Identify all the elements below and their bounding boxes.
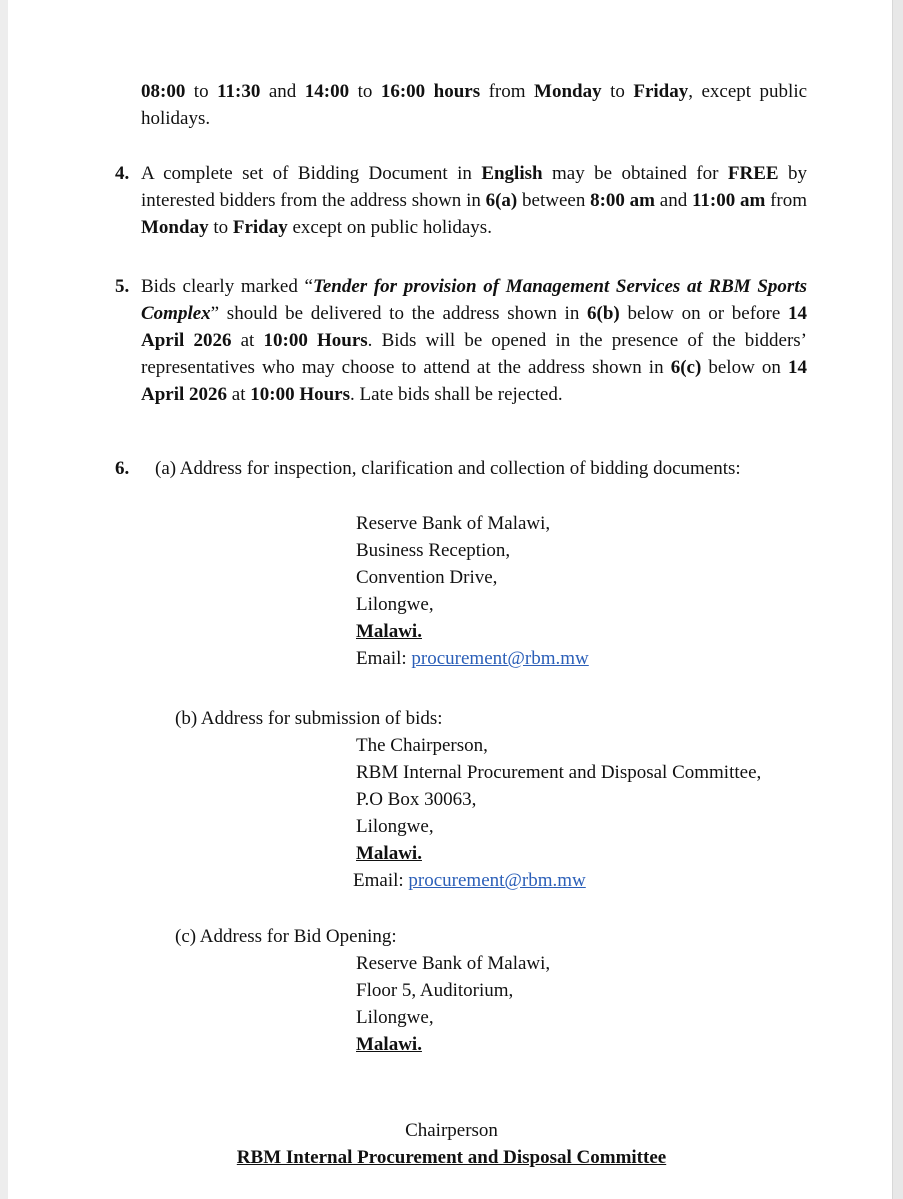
tender-title: Tender for provision of Management Services at RBM Sports Complex <box>141 276 807 324</box>
text: between <box>517 190 591 211</box>
address-line: Reserve Bank of Malawi, <box>356 513 551 534</box>
item-5-paragraph <box>141 273 807 408</box>
time-text: 14:00 <box>304 81 350 102</box>
reference-text: 6(c) <box>670 357 702 378</box>
text: , except public holidays. <box>141 81 808 129</box>
text: and <box>655 190 692 211</box>
address-line: P.O Box 30063, <box>356 789 477 810</box>
country-text: Malawi. <box>356 843 422 864</box>
signature-title: Chairperson <box>405 1120 498 1141</box>
email-link[interactable]: procurement@rbm.mw <box>411 648 589 669</box>
text: below on or before <box>619 303 789 324</box>
time-text: 16:00 hours <box>380 81 481 102</box>
address-line: Reserve Bank of Malawi, <box>356 953 551 974</box>
email-link[interactable]: procurement@rbm.mw <box>408 870 586 891</box>
date-text: 14 April 2026 <box>141 357 807 405</box>
item-5-number: 5. <box>115 276 130 297</box>
date-text: 14 April 2026 <box>141 303 808 351</box>
time-text: 08:00 <box>141 81 186 102</box>
address-line: The Chairperson, <box>356 735 488 756</box>
day-text: Friday <box>232 217 288 238</box>
text: by interested bidders from the address shown in <box>141 163 807 211</box>
address-line: RBM Internal Procurement and Disposal Committee, <box>356 762 762 783</box>
text: may be obtained for <box>542 163 728 184</box>
day-text: Monday <box>534 81 602 102</box>
time-text: 11:30 <box>217 81 261 102</box>
time-text: 10:00 Hours <box>250 384 350 405</box>
address-a-block <box>356 510 589 672</box>
email-label: Email: <box>353 870 409 891</box>
address-c-block <box>356 950 550 1058</box>
text: A complete set of Bidding Document in <box>141 163 482 184</box>
text: ” should be delivered to the address shown in <box>210 303 588 324</box>
address-line: Convention Drive, <box>356 567 498 588</box>
time-text: 8:00 am <box>590 190 655 211</box>
text: and <box>260 81 305 102</box>
item-4-paragraph <box>141 160 807 241</box>
text: except on public holidays. <box>287 217 492 238</box>
text: from <box>765 190 808 211</box>
text: Bids clearly marked “ <box>141 276 313 297</box>
language-text: English <box>481 163 543 184</box>
free-text: FREE <box>727 163 779 184</box>
address-c-heading: (c) Address for Bid Opening: <box>175 926 397 947</box>
country-text: Malawi. <box>356 621 422 642</box>
reference-text: 6(a) <box>485 190 518 211</box>
text: below on <box>701 357 788 378</box>
page-edge-left <box>0 0 8 1199</box>
time-text: 11:00 am <box>691 190 766 211</box>
text: . Bids will be opened in the presence of the bidders’ representatives who may choose to attend at the address shown in <box>141 330 808 378</box>
signature-committee <box>0 1144 903 1171</box>
text: at <box>231 330 264 351</box>
committee-name: RBM Internal Procurement and Disposal Committee <box>236 1147 667 1168</box>
address-line: Lilongwe, <box>356 816 434 837</box>
address-a-heading: (a) Address for inspection, clarification and collection of bidding documents: <box>155 458 741 479</box>
address-b-heading: (b) Address for submission of bids: <box>175 708 443 729</box>
address-line: Lilongwe, <box>356 1007 434 1028</box>
text: from <box>480 81 535 102</box>
email-label: Email: <box>356 648 412 669</box>
country-text: Malawi. <box>356 1034 422 1055</box>
address-b-block <box>353 732 762 894</box>
text: at <box>227 384 251 405</box>
opening-hours-paragraph <box>141 78 807 132</box>
text: to <box>349 81 381 102</box>
item-4-number: 4. <box>115 163 130 184</box>
text: to <box>185 81 218 102</box>
item-6-number: 6. <box>115 458 130 479</box>
text: to <box>601 81 634 102</box>
time-text: 10:00 Hours <box>263 330 368 351</box>
reference-text: 6(b) <box>587 303 620 324</box>
text: to <box>208 217 233 238</box>
day-text: Monday <box>141 217 209 238</box>
address-line: Lilongwe, <box>356 594 434 615</box>
address-line: Business Reception, <box>356 540 511 561</box>
text: . Late bids shall be rejected. <box>350 384 563 405</box>
address-line: Floor 5, Auditorium, <box>356 980 514 1001</box>
day-text: Friday <box>633 81 689 102</box>
page-edge-right <box>892 0 903 1199</box>
